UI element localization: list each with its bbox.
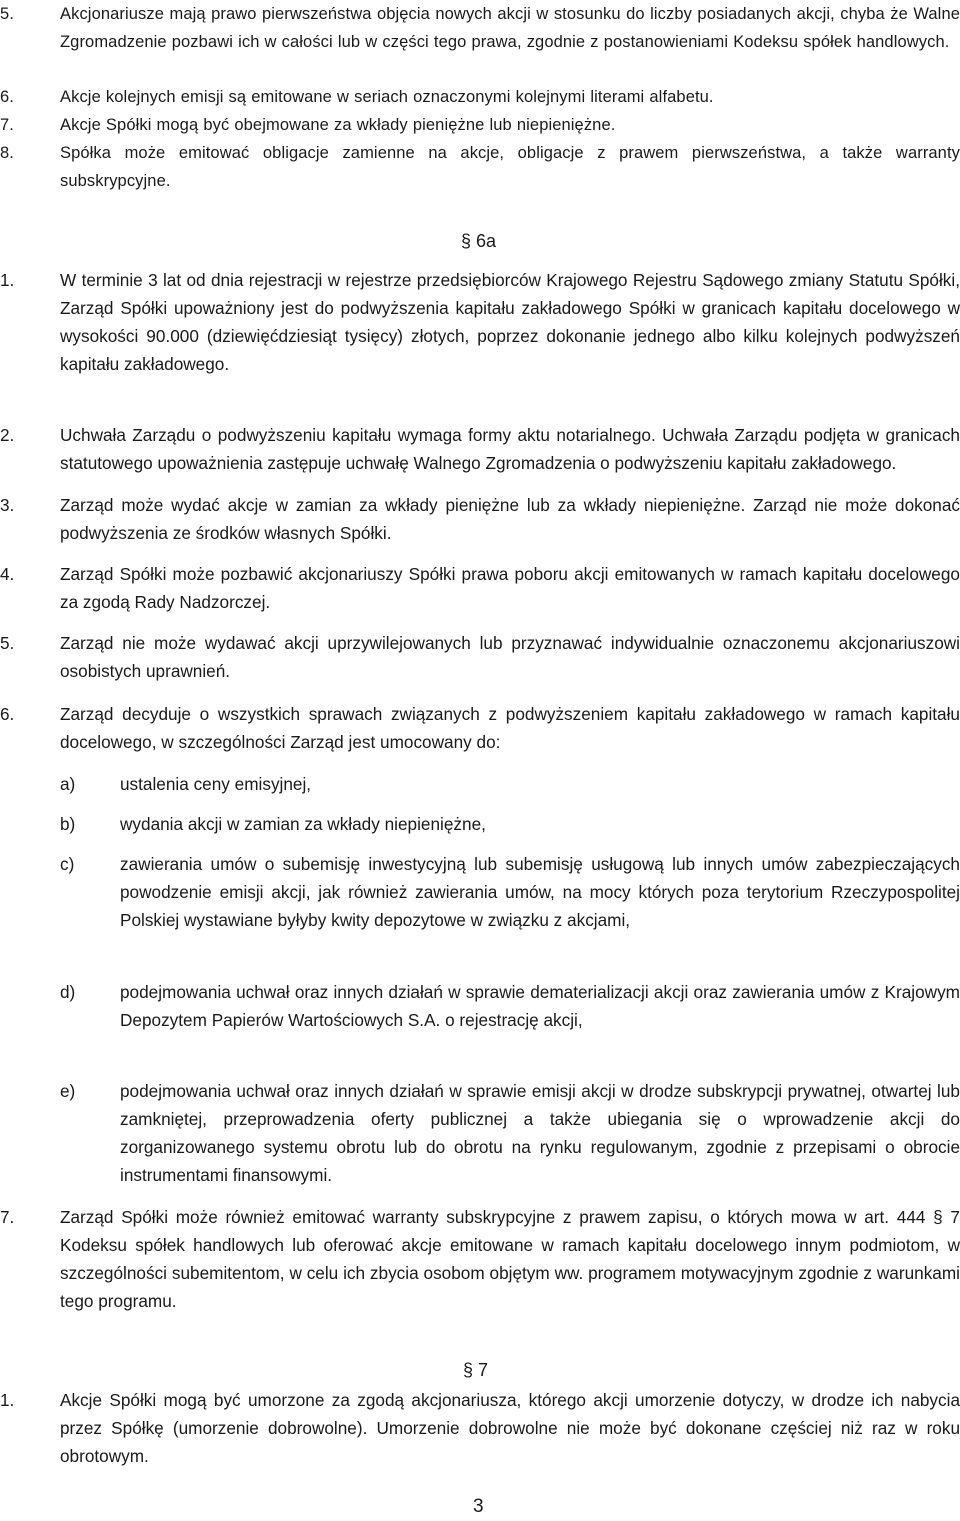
item-number: 5.	[0, 633, 15, 653]
item-number: 3.	[0, 495, 15, 515]
item-text: Zarząd Spółki może również emitować warranty subskrypcyjne z prawem zapisu, o których mowa w art. 444 § 7 Kodeksu spółek handlowych lub oferować akcje emitowane w ramach kapitału docelowego innym podmiotom, w szczególności subemitentom, w celu ich zbycia osobom objętym ww. programem motywacyjnym zgodnie z warunkami tego programu.	[60, 1207, 960, 1311]
item-text: Akcje Spółki mogą być obejmowane za wkłady pieniężne lub niepieniężne.	[60, 116, 616, 134]
item-text: Akcje kolejnych emisji są emitowane w seriach oznaczonymi kolejnymi literami alfabetu.	[60, 88, 714, 106]
item-text: Zarząd nie może wydawać akcji uprzywilejowanych lub przyznawać indywidualnie oznaczonemu akcjonariuszowi osobistych uprawnień.	[60, 633, 960, 681]
sub-item-text: podejmowania uchwał oraz innych działań w sprawie emisji akcji w drodze subskrypcji prywatnej, otwartej lub zamkniętej, przeprowadzenia oferty publicznej a także ubiegania się o wprowadzenie akcji do zorganizowanego systemu obrotu lub do obrotu na rynku regulowanym, zgodnie z przepisami o obrocie instrumentami finansowymi.	[120, 1081, 960, 1185]
item-number: 5.	[0, 5, 14, 23]
page-number: 3	[473, 1496, 484, 1517]
sub-item-letter: d)	[60, 982, 76, 1002]
item-number: 2.	[0, 425, 15, 445]
item-number: 6.	[0, 704, 15, 724]
item-text: Zarząd decyduje o wszystkich sprawach związanych z podwyższeniem kapitału zakładowego w ramach kapitału docelowego, w szczególności Zarząd jest umocowany do:	[60, 704, 960, 752]
item-number: 1.	[0, 270, 15, 290]
item-number: 1.	[0, 1390, 15, 1410]
item-text: Zarząd Spółki może pozbawić akcjonariuszy Spółki prawa poboru akcji emitowanych w ramach kapitału docelowego za zgodą Rady Nadzorczej.	[60, 564, 960, 612]
sub-item-text: zawierania umów o subemisję inwestycyjną lub subemisję usługową lub innych umów zabezpieczających powodzenie emisji akcji, jak również zawierania umów, na mocy których poza terytorium Rzeczypospolitej Polskiej wystawiane byłyby kwity depozytowe w związku z akcjami,	[120, 854, 960, 930]
section-heading: § 7	[463, 1360, 489, 1380]
item-number: 8.	[0, 144, 14, 162]
item-text: Spółka może emitować obligacje zamienne na akcje, obligacje z prawem pierwszeństwa, a także warranty subskrypcyjne.	[60, 144, 960, 190]
sub-item-letter: a)	[60, 774, 76, 794]
item-text: Zarząd może wydać akcje w zamian za wkłady pieniężne lub za wkłady niepieniężne. Zarząd nie może dokonać podwyższenia ze środków własnych Spółki.	[60, 495, 960, 543]
item-number: 7.	[0, 116, 14, 134]
item-text: Uchwała Zarządu o podwyższeniu kapitału wymaga formy aktu notarialnego. Uchwała Zarządu podjęta w granicach statutowego upoważnienia zastępuje uchwałę Walnego Zgromadzenia o podwyższeniu kapitału zakładowego.	[60, 425, 960, 473]
item-number: 7.	[0, 1207, 15, 1227]
item-number: 4.	[0, 564, 15, 584]
section-heading: § 6a	[461, 231, 497, 251]
sub-item-text: podejmowania uchwał oraz innych działań w sprawie dematerializacji akcji oraz zawierania umów z Krajowym Depozytem Papierów Wartościowych S.A. o rejestrację akcji,	[120, 982, 960, 1030]
item-number: 6.	[0, 88, 14, 106]
sub-item-text: wydania akcji w zamian za wkłady niepieniężne,	[120, 814, 486, 834]
item-text: Akcjonariusze mają prawo pierwszeństwa objęcia nowych akcji w stosunku do liczby posiadanych akcji, chyba że Walne Zgromadzenie pozbawi ich w całości lub w części tego prawa, zgodnie z postanowieniami Kodeksu spółek handlowych.	[60, 5, 960, 51]
item-text: W terminie 3 lat od dnia rejestracji w rejestrze przedsiębiorców Krajowego Rejestru Sądowego zmiany Statutu Spółki, Zarząd Spółki upoważniony jest do podwyższenia kapitału zakładowego Spółki w granicach kapitału docelowego w wysokości 90.000 (dziewięćdziesiąt tysięcy) złotych, poprzez dokonanie jednego albo kilku kolejnych podwyższeń kapitału zakładowego.	[60, 270, 960, 374]
item-text: Akcje Spółki mogą być umorzone za zgodą akcjonariusza, którego akcji umorzenie dotyczy, w drodze ich nabycia przez Spółkę (umorzenie dobrowolne). Umorzenie dobrowolne nie może być dokonane częściej niż raz w roku obrotowym.	[60, 1390, 960, 1466]
sub-item-letter: b)	[60, 814, 76, 834]
sub-item-text: ustalenia ceny emisyjnej,	[120, 774, 312, 794]
sub-item-letter: e)	[60, 1081, 76, 1101]
sub-item-letter: c)	[60, 854, 75, 874]
